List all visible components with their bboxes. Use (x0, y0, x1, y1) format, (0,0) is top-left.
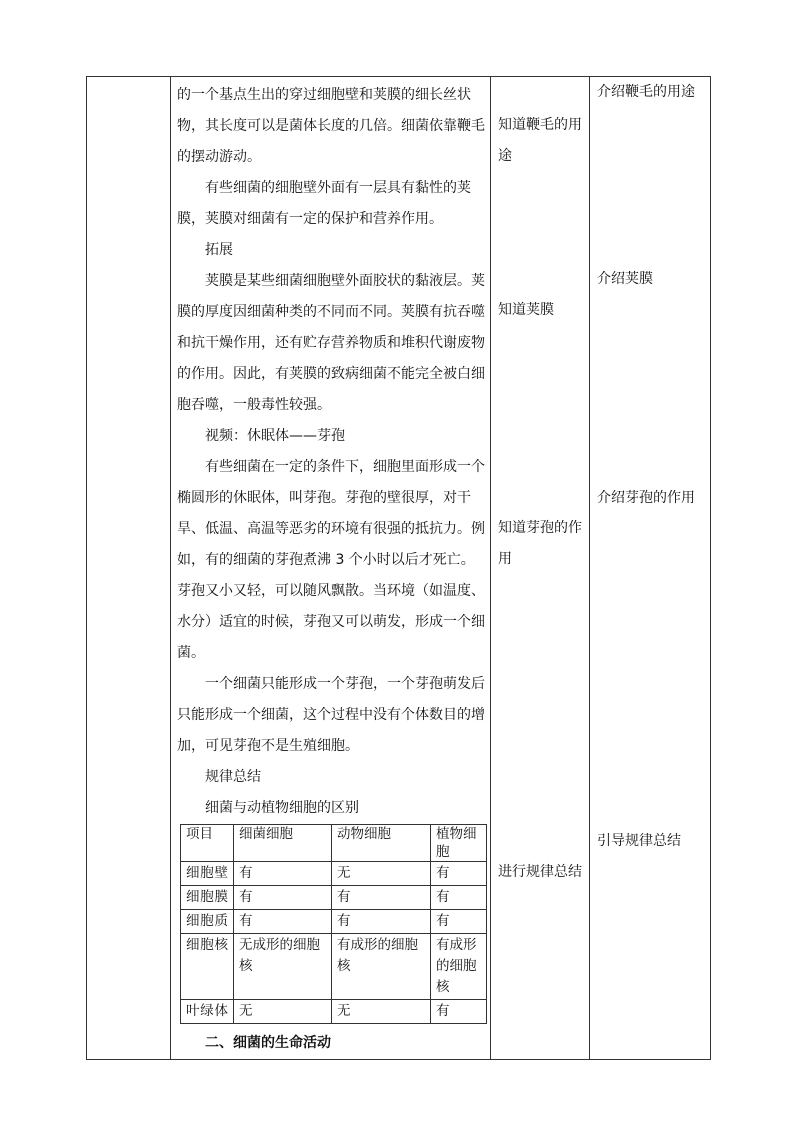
table-cell: 有 (234, 886, 332, 910)
spore-reproduction-paragraph: 一个细菌只能形成一个芽孢，一个芽孢萌发后只能形成一个细菌，这个过程中没有个体数目的增加，可见芽孢不是生殖细胞。 (177, 676, 485, 754)
table-cell: 有 (431, 910, 487, 934)
extension-label: 拓展 (205, 242, 233, 258)
student-activity-item: 知道荚膜 (498, 302, 554, 318)
table-cell: 无 (332, 1000, 431, 1024)
comparison-header-row (181, 825, 487, 862)
table-row (181, 934, 487, 1000)
header-cell: 细菌细胞 (234, 825, 332, 862)
row-label-cell: 细胞核 (181, 934, 234, 1000)
table-cell: 有 (234, 862, 332, 886)
video-label: 视频：休眠体——芽孢 (205, 428, 345, 444)
table-row (181, 910, 487, 934)
header-cell: 项目 (181, 825, 234, 862)
table-cell: 有 (332, 910, 431, 934)
table-cell: 有成形的细胞核 (431, 934, 487, 1000)
table-row (181, 1000, 487, 1024)
table-row (181, 886, 487, 910)
design-intent-item: 介绍荚膜 (597, 271, 653, 287)
table-row (181, 862, 487, 886)
comparison-table (180, 824, 487, 1024)
design-intent-item: 介绍鞭毛的用途 (597, 84, 695, 100)
table-cell: 有 (431, 862, 487, 886)
capsule-paragraph: 有些细菌的细胞壁外面有一层具有黏性的荚膜，荚膜对细菌有一定的保护和营养作用。 (177, 180, 471, 227)
design-intent-item: 介绍芽孢的作用 (597, 490, 695, 506)
summary-label: 规律总结 (205, 769, 261, 785)
table-cell: 无 (234, 1000, 332, 1024)
design-intent-column (590, 77, 711, 1060)
student-activity-item: 知道鞭毛的用途 (498, 117, 582, 164)
table-cell: 无 (332, 862, 431, 886)
comparison-title: 细菌与动植物细胞的区别 (205, 800, 359, 816)
table-cell: 有 (332, 886, 431, 910)
header-cell: 植物细胞 (431, 825, 487, 862)
design-intent-item: 引导规律总结 (597, 833, 681, 849)
row-label-cell: 细胞壁 (181, 862, 234, 886)
lesson-table (86, 76, 711, 1060)
teaching-content (171, 77, 490, 1059)
row-label-cell: 叶绿体 (181, 1000, 234, 1024)
table-cell: 有 (234, 910, 332, 934)
table-cell: 有成形的细胞核 (332, 934, 431, 1000)
flagella-paragraph: 的一个基点生出的穿过细胞壁和荚膜的细长丝状物，其长度可以是菌体长度的几倍。细菌依靠鞭毛的摆动游动。 (177, 87, 485, 165)
row-label-cell: 细胞质 (181, 910, 234, 934)
teaching-content-column (171, 77, 491, 1060)
table-cell: 有 (431, 1000, 487, 1024)
student-activity-column (491, 77, 590, 1060)
row-label-cell: 细胞膜 (181, 886, 234, 910)
student-activity-item: 知道芽孢的作用 (498, 520, 582, 567)
header-cell: 动物细胞 (332, 825, 431, 862)
section-heading: 二、细菌的生命活动 (205, 1035, 331, 1051)
stage-column (87, 77, 171, 1060)
spore-paragraph: 有些细菌在一定的条件下，细胞里面形成一个椭圆形的休眠体，叫芽孢。芽孢的壁很厚，对干旱、低温、高温等恶劣的环境有很强的抵抗力。例如，有的细菌的芽孢煮沸 3 个小时以后才死亡。芽孢又小又轻，可以随风飘散。当环境（如温度、水分）适宜的时候，芽孢又可以萌发，形成一个细菌。 (177, 459, 485, 661)
table-cell: 无成形的细胞核 (234, 934, 332, 1000)
capsule-extension-paragraph: 荚膜是某些细菌细胞壁外面胶状的黏液层。荚膜的厚度因细菌种类的不同而不同。荚膜有抗吞噬和抗干燥作用，还有贮存营养物质和堆积代谢废物的作用。因此，有荚膜的致病细菌不能完全被白细胞吞噬，一般毒性较强。 (177, 273, 485, 413)
table-cell: 有 (431, 886, 487, 910)
student-activity-item: 进行规律总结 (498, 864, 582, 880)
